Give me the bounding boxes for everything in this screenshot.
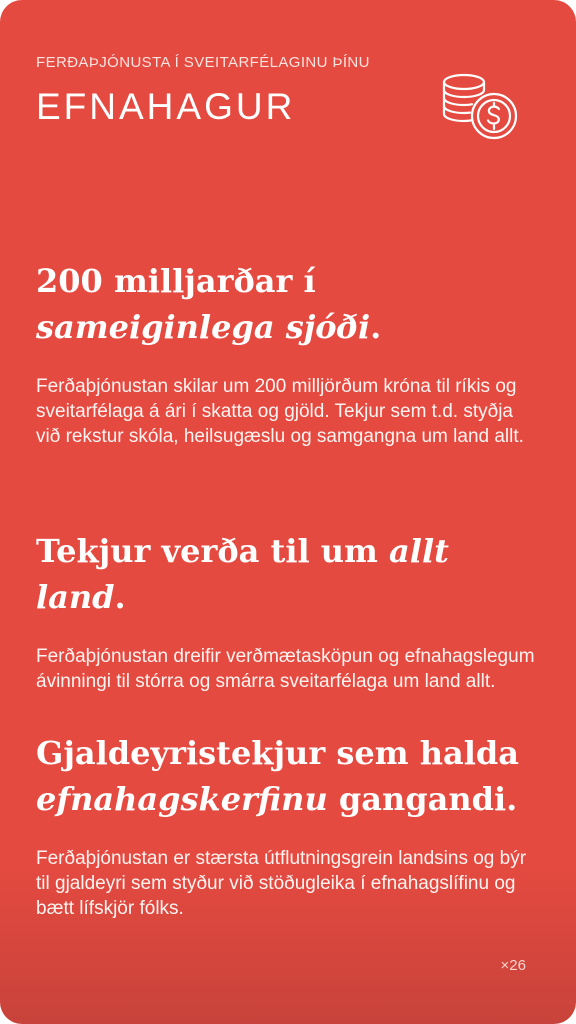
section-heading: 200 milljarðar í sameiginlega sjóði. [36,262,382,346]
page-title: EFNAHAGUR [36,86,296,127]
section-regional-income [36,528,536,694]
section-body: Ferðaþjónustan dreifir verðmætasköpun og efnahagslegum ávinningi til stórra og smárra sveitarfélaga um land allt. [36,646,535,692]
page-number: ×26 [500,957,526,974]
section-foreign-currency [36,730,536,921]
section-body: Ferðaþjónustan er stærsta útflutningsgrein landsins og býr til gjaldeyri sem styður við stöðugleika í efnahagslífinu og bætt lífskjör fólks. [36,848,527,919]
section-body: Ferðaþjónustan skilar um 200 milljörðum króna til ríkis og sveitarfélaga á ári í skatta og gjöld. Tekjur sem t.d. styðja við rekstur skóla, heilsugæslu og samgangna um land allt. [36,376,524,447]
section-heading: Gjaldeyristekjur sem halda efnahagskerfinu gangandi. [36,734,519,818]
kicker-label: FERÐAÞJÓNUSTA Í SVEITARFÉLAGINU ÞÍNU [36,54,370,71]
section-heading: Tekjur verða til um allt land. [36,532,449,616]
coins-dollar-icon [436,70,522,140]
section-tax-revenue [36,258,536,449]
